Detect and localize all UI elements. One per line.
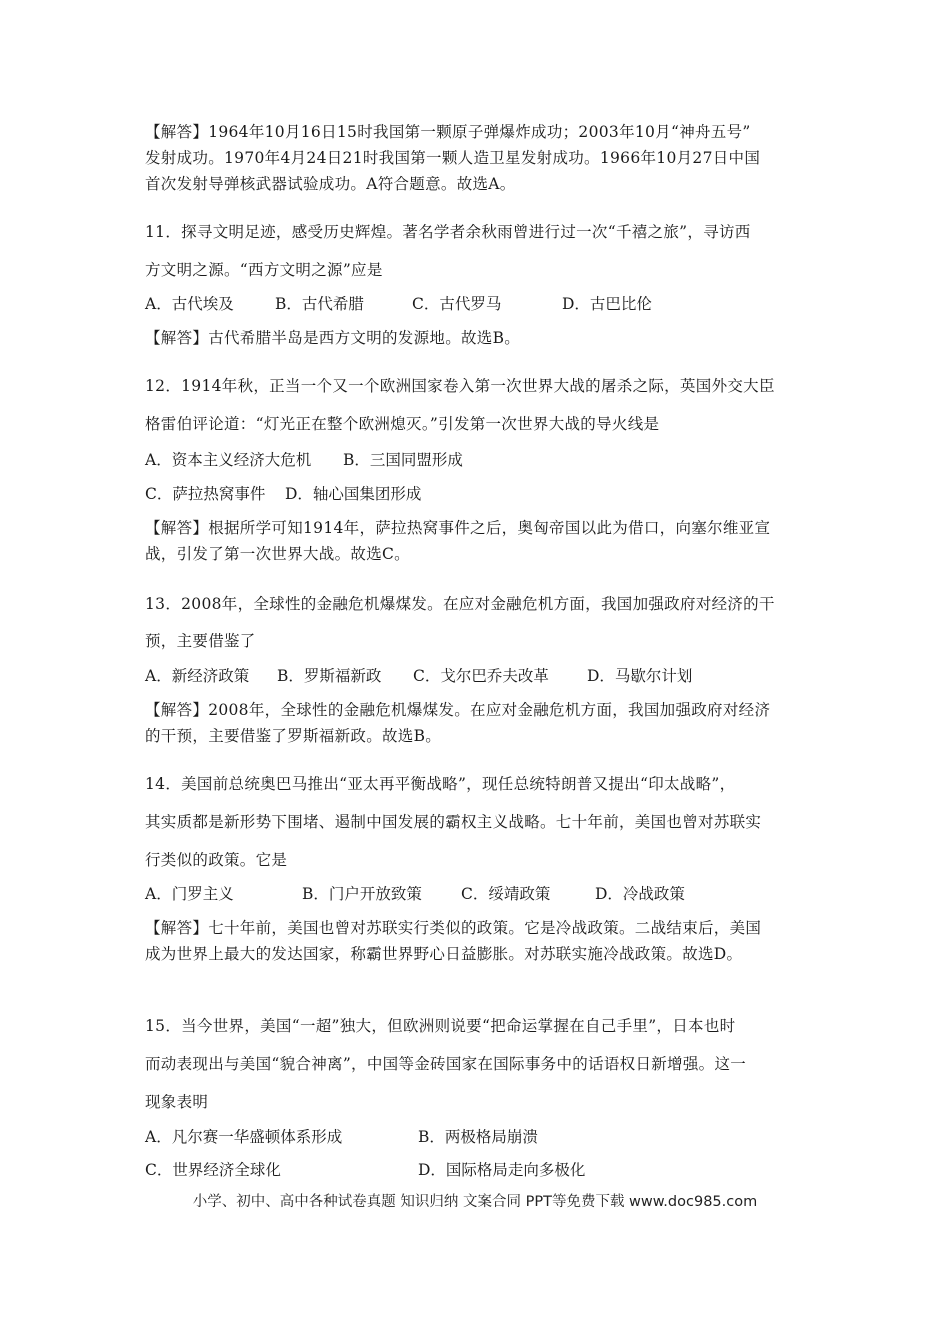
option-d: D．轴心国集团形成 [285, 485, 422, 503]
answer-13-line-2: 的干预，主要借鉴了罗斯福新政。故选B。 [145, 727, 442, 745]
option-d: D．马歇尔计划 [587, 667, 693, 685]
answer-10-line-3: 首次发射导弹核武器试验成功。A符合题意。故选A。 [145, 175, 516, 193]
question-14-stem-1: 14．美国前总统奥巴马推出“亚太再平衡战略”，现任总统特朗普又提出“印太战略”， [145, 775, 736, 793]
option-a: A．新经济政策 [145, 667, 250, 685]
question-13-stem-1: 13．2008年，全球性的金融危机爆煤发。在应对金融危机方面，我国加强政府对经济的干 [145, 595, 775, 613]
answer-13-line-1: 【解答】2008年，全球性的金融危机爆煤发。在应对金融危机方面，我国加强政府对经济 [145, 701, 771, 719]
option-a: A．古代埃及 [145, 295, 234, 313]
question-12-stem-2: 格雷伯评论道：“灯光正在整个欧洲熄灭。”引发第一次世界大战的导火线是 [145, 415, 660, 433]
option-b: B．两极格局崩溃 [418, 1128, 538, 1146]
option-d: D．古巴比伦 [562, 295, 652, 313]
option-a: A．凡尔赛一华盛顿体系形成 [145, 1128, 343, 1146]
option-b: B．罗斯福新政 [277, 667, 382, 685]
option-c: C．古代罗马 [412, 295, 502, 313]
footer-promo-text: 小学、初中、高中各种试卷真题 知识归纳 文案合同 PPT等免费下载 www.doc985.com [192, 1194, 758, 1210]
option-c: C．绥靖政策 [461, 885, 551, 903]
option-b: B．门户开放致策 [302, 885, 422, 903]
answer-11: 【解答】古代希腊半岛是西方文明的发源地。故选B。 [145, 329, 521, 347]
option-a: A．资本主义经济大危机 [145, 451, 312, 469]
option-d: D．冷战政策 [595, 885, 685, 903]
question-14-stem-2: 其实质都是新形势下围堵、遏制中国发展的霸权主义战略。七十年前，美国也曾对苏联实 [145, 813, 762, 831]
option-c: C．萨拉热窝事件 [145, 485, 266, 503]
option-c: C．世界经济全球化 [145, 1161, 281, 1179]
option-b: B．古代希腊 [275, 295, 364, 313]
answer-10-line-2: 发射成功。1970年4月24日21时我国第一颗人造卫星发射成功。1966年10月27日中国 [145, 149, 761, 167]
option-c: C．戈尔巴乔夫改革 [413, 667, 549, 685]
option-a: A．门罗主义 [145, 885, 234, 903]
question-15-stem-3: 现象表明 [145, 1093, 209, 1111]
answer-12-line-2: 战，引发了第一次世界大战。故选C。 [145, 545, 410, 563]
question-11-stem-1: 11．探寻文明足迹，感受历史辉煌。著名学者余秋雨曾进行过一次“千禧之旅”，寻访西 [145, 223, 751, 241]
answer-14-line-1: 【解答】七十年前，美国也曾对苏联实行类似的政策。它是冷战政策。二战结束后，美国 [145, 919, 762, 937]
option-b: B．三国同盟形成 [343, 451, 463, 469]
question-15-stem-1: 15．当今世界，美国“一超”独大，但欧洲则说要“把命运掌握在自己手里”，日本也时 [145, 1017, 736, 1035]
question-15-stem-2: 而动表现出与美国“貌合神离”，中国等金砖国家在国际事务中的话语权日新增强。这一 [145, 1055, 747, 1073]
answer-10-line-1: 【解答】1964年10月16日15时我国第一颗原子弹爆炸成功；2003年10月“神舟五号” [145, 123, 751, 141]
question-14-stem-3: 行类似的政策。它是 [145, 851, 288, 869]
answer-12-line-1: 【解答】根据所学可知1914年，萨拉热窝事件之后，奥匈帝国以此为借口，向塞尔维亚宣 [145, 519, 771, 537]
answer-14-line-2: 成为世界上最大的发达国家，称霸世界野心日益膨胀。对苏联实施冷战政策。故选D。 [145, 945, 743, 963]
question-11-stem-2: 方文明之源。“西方文明之源”应是 [145, 261, 383, 279]
question-13-stem-2: 预，主要借鉴了 [145, 632, 256, 650]
option-d: D．国际格局走向多极化 [418, 1161, 586, 1179]
question-12-stem-1: 12．1914年秋，正当一个又一个欧洲国家卷入第一次世界大战的屠杀之际，英国外交大臣 [145, 377, 775, 395]
